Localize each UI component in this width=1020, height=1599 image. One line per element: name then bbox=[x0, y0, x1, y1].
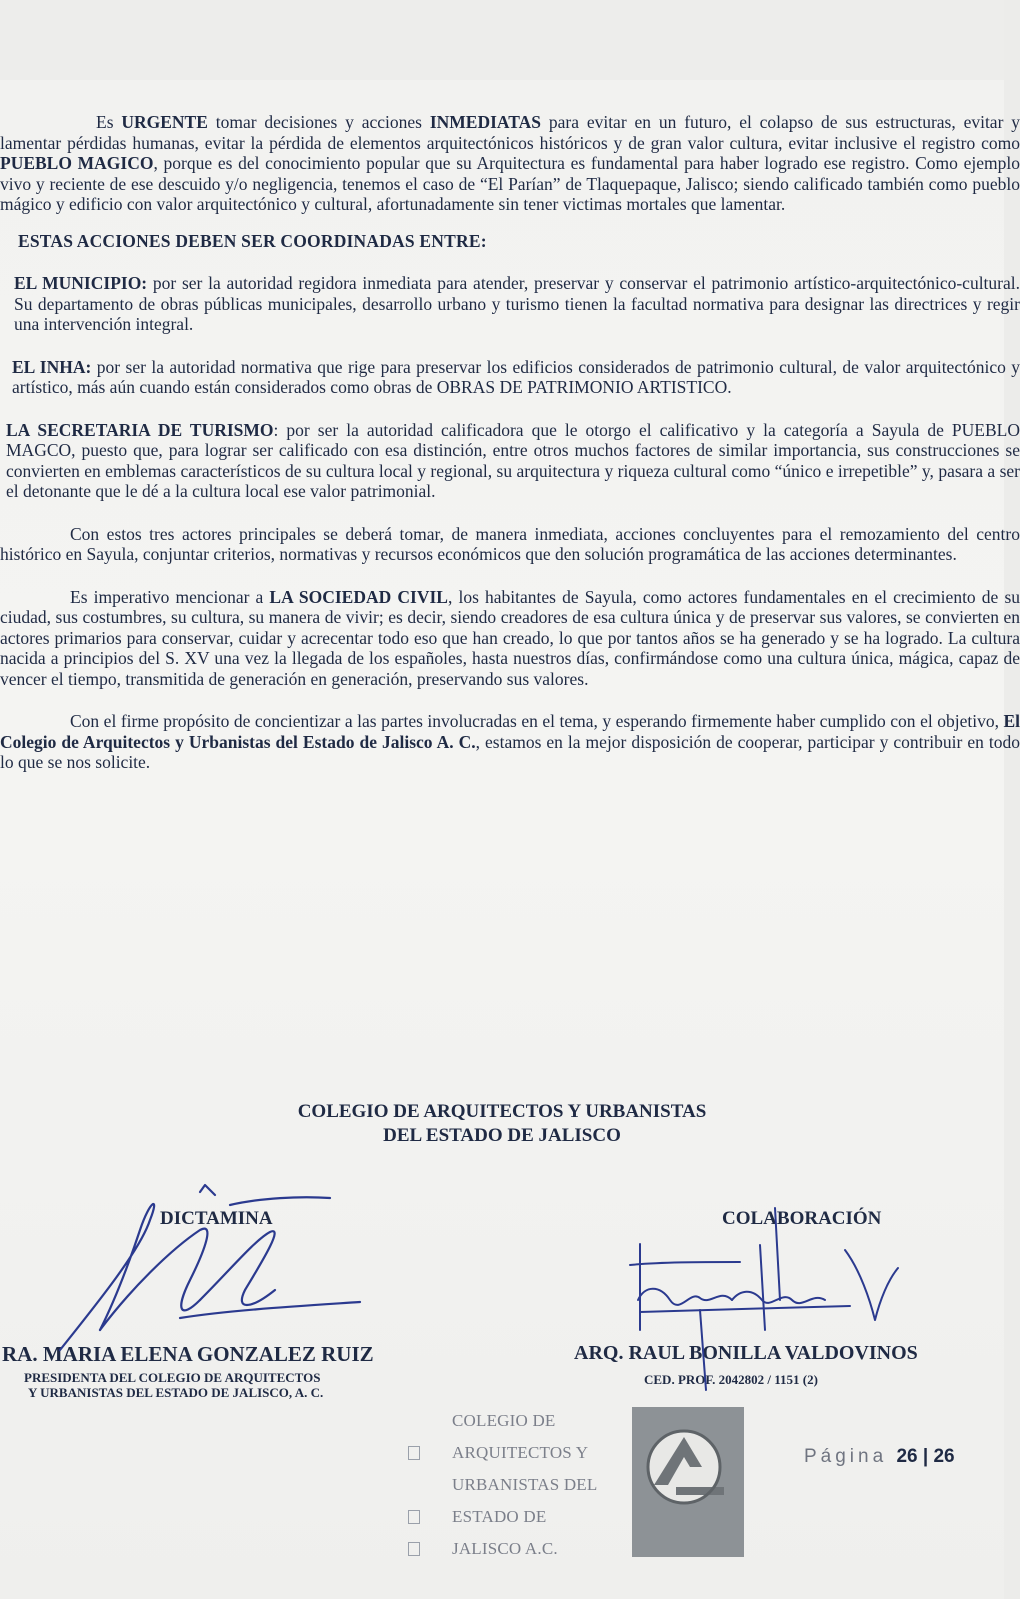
colegio-stamp-text: COLEGIO DE ARQUITECTOS Y URBANISTAS DEL ESTADO DE JALISCO A.C. bbox=[450, 1405, 597, 1565]
emphasis-pueblo-magico: PUEBLO MAGICO bbox=[0, 153, 154, 173]
right-signature-icon bbox=[630, 1208, 898, 1390]
paragraph-sociedad-civil: Es imperativo mencionar a LA SOCIEDAD CIVIL, los habitantes de Sayula, como actores fundamentales en el crecimiento de su ciudad, sus costumbres, su cultura, su manera de vivir; es decir, siendo creadores de esa cultura única y de preservar sus valores, se convierten en actores primarios para conservar, cuidar y acrecentar todo eso que han creado, lo que por tantos años se ha generado y se ha logrado. La cultura nacida a principios del S. XV una vez la llegada de los españoles, hasta nuestros días, confirmándose como una cultura única, mágica, capaz de vencer el tiempo, transmitida de generación en generación, preservando sus valores. bbox=[0, 586, 1020, 689]
emphasis-inmediatas: INMEDIATAS bbox=[429, 112, 542, 132]
left-signature-icon bbox=[60, 1185, 360, 1350]
page-number: Página 26 | 26 bbox=[804, 1446, 955, 1467]
paragraph-urgente: Es URGENTE tomar decisiones y acciones INMEDIATAS para evitar en un futuro, el colapso de sus estructuras, evitar y lamentar pérdidas humanas, evitar la pérdida de elementos arquitectónicos históricos y de gran valor cultura, evitar inclusive el registro como PUEBLO MAGICO, porque es del conocimiento popular que su Arquitectura es fundamental para haber logrado ese registro. Como ejemplo vivo y reciente de ese descuido y/o negligencia, tenemos el caso de “El Parían” de Tlaquepaque, Jalisco; siendo calificado también como pueblo mágico y edificio con valor arquitectónico y cultural, afortunadamente sin tener victimas mortales que lamentar. bbox=[0, 112, 1020, 214]
paragraph-inha: EL INHA: por ser la autoridad normativa que rige para preservar los edificios considerados de patrimonio cultural, de valor arquitectónico y artístico, más aún cuando están considerados como obras de OBRAS DE PATRIMONIO ARTISTICO. bbox=[12, 356, 1020, 397]
paragraph-turismo: LA SECRETARIA DE TURISMO: por ser la autoridad calificadora que le otorgo el calificativo y la categoría a Sayula de PUEBLO MAGCO, puesto que, para lograr ser calificado con esa distinción, entre otros muchos factores de similar importancia, sus construcciones se convierten en emblemas característicos de su cultura local y regional, su arquitectura y riqueza cultural como “único e irrepetible” y, pasara a ser el detonante que le dé a la cultura local ese valor patrimonial. bbox=[6, 419, 1020, 501]
emphasis-urgente: URGENTE bbox=[121, 112, 208, 132]
label-sociedad-civil: LA SOCIEDAD CIVIL bbox=[269, 586, 448, 607]
label-colegio: El Colegio de Arquitectos y Urbanistas del Estado de Jalisco A. C. bbox=[0, 711, 1020, 752]
right-signer-name: ARQ. RAUL BONILLA VALDOVINOS bbox=[574, 1342, 918, 1364]
left-signer-name: RA. MARIA ELENA GONZALEZ RUIZ bbox=[2, 1342, 374, 1366]
left-signature-label: DICTAMINA bbox=[160, 1208, 273, 1229]
coordination-heading: ESTAS ACCIONES DEBEN SER COORDINADAS ENTRE: bbox=[18, 230, 487, 251]
label-municipio: EL MUNICIPIO: bbox=[14, 273, 148, 293]
paragraph-actores: Con estos tres actores principales se deberá tomar, de manera inmediata, acciones concluyentes para el remozamiento del centro histórico en Sayula, conjuntar criterios, normativas y recursos económicos que den solución programática de las acciones determinantes. bbox=[0, 523, 1020, 564]
label-inha: EL INHA: bbox=[12, 356, 92, 377]
right-signature-label: COLABORACIÓN bbox=[722, 1208, 882, 1229]
paragraph-municipio: EL MUNICIPIO: por ser la autoridad regidora inmediata para atender, preservar y conservar el patrimonio artístico-arquitectónico-cultural. Su departamento de obras públicas municipales, desarrollo urbano y turismo tienen la facultad normativa para designar las directrices y regir una intervención integral. bbox=[14, 273, 1020, 334]
label-turismo: LA SECRETARIA DE TURISMO bbox=[6, 419, 274, 440]
right-signer-credential: CED. PROF. 2042802 / 1151 (2) bbox=[644, 1372, 818, 1387]
left-signer-role: PRESIDENTA DEL COLEGIO DE ARQUITECTOS Y URBANISTAS DEL ESTADO DE JALISCO, A. C. bbox=[24, 1370, 324, 1400]
paragraph-cierre: Con el firme propósito de concientizar a las partes involucradas en el tema, y esperando firmemente haber cumplido con el objetivo, El Colegio de Arquitectos y Urbanistas del Estado de Jalisco A. C., estamos en la mejor disposición de cooperar, participar y contribuir en todo lo que se nos solicite. bbox=[0, 711, 1020, 772]
signature-block-title: COLEGIO DE ARQUITECTOS Y URBANISTAS DEL ESTADO DE JALISCO bbox=[297, 1101, 707, 1146]
